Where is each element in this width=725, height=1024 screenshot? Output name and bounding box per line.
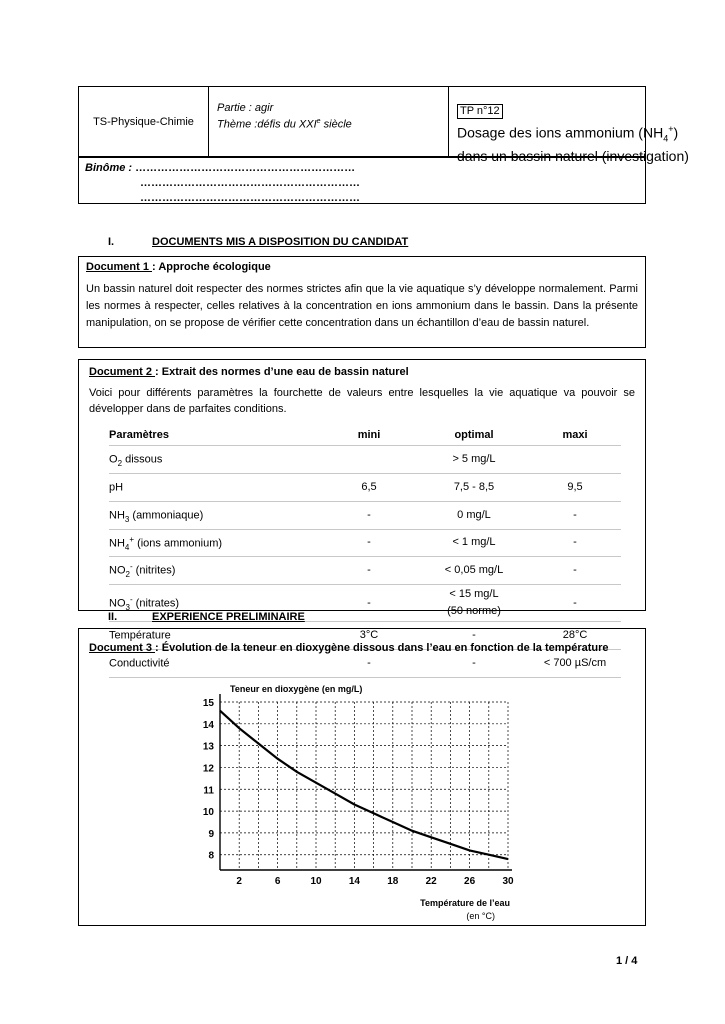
param-name: $NO_3^-$ (nitrates)	[109, 585, 319, 622]
x-tick-label: 6	[274, 876, 281, 887]
x-axis-label: Température de l’eau	[420, 898, 510, 908]
param-optimal: -	[419, 650, 529, 678]
param-optimal: < 15 mg/L (50 norme)	[419, 585, 529, 622]
param-name: Température	[109, 622, 319, 650]
param-maxi: 28°C	[529, 622, 621, 650]
param-maxi: 9,5	[529, 473, 621, 501]
table-row	[109, 501, 621, 529]
series-line	[220, 711, 508, 859]
page-number: 1 / 4	[616, 955, 638, 967]
doc2-heading: Document 2 : Extrait des normes d’une eau de bassin naturel	[89, 366, 409, 378]
doc3-heading: Document 3 : Évolution de la teneur en dioxygène dissous dans l’eau en fonction de la température	[89, 642, 609, 654]
table-row	[109, 446, 621, 474]
param-mini	[319, 446, 419, 474]
param-optimal: 0 mg/L	[419, 501, 529, 529]
header-table	[78, 86, 689, 204]
param-optimal: < 1 mg/L	[419, 529, 529, 557]
y-tick-label: 13	[202, 741, 214, 753]
param-name: $NO_2^-$ (nitrites)	[109, 557, 319, 585]
x-tick-label: 26	[464, 876, 476, 887]
param-name: Conductivité	[109, 650, 319, 678]
y-tick-label: 8	[208, 850, 214, 862]
param-mini: 6,5	[319, 473, 419, 501]
param-optimal: > 5 mg/L	[419, 446, 529, 474]
table-row	[109, 529, 621, 557]
param-name: $NH_4^+$ (ions ammonium)	[109, 529, 319, 557]
col-header-optimal: optimal	[419, 426, 529, 446]
x-tick-label: 14	[348, 876, 360, 887]
param-name: $NH_3$ (ammoniaque)	[109, 501, 319, 529]
param-maxi: -	[529, 557, 621, 585]
x-tick-label: 30	[502, 876, 514, 887]
theme-text: Thème :défis du XXIe siècle	[217, 118, 352, 131]
param-maxi: < 700 µS/cm	[529, 650, 621, 678]
y-tick-label: 14	[202, 719, 214, 731]
x-tick-label: 22	[425, 876, 437, 887]
param-optimal: 7,5 - 8,5	[419, 473, 529, 501]
x-tick-label: 10	[310, 876, 322, 887]
param-mini: -	[319, 650, 419, 678]
doc2-text: Voici pour différents paramètres la fourchette de valeurs entre lesquelles la vie aquatique va pouvoir se développer dans de parfaites conditions.	[89, 387, 635, 415]
col-header-parametres: Paramètres	[109, 426, 319, 446]
doc1-text: Un bassin naturel doit respecter des normes strictes afin que la vie aquatique s’y développe normalement. Parmi les normes à respecter, celles relatives à la concentration en ions ammonium dans le bassin. Dans la présente manipulation, on se propose de vérifier cette concentration dans un échantillon d’eau de bassin naturel.	[86, 283, 638, 329]
y-tick-label: 15	[202, 698, 214, 709]
y-tick-label: 11	[203, 785, 214, 797]
table-row	[109, 473, 621, 501]
binome-label: Binôme :	[85, 162, 136, 174]
y-tick-label: 9	[208, 828, 214, 840]
param-name: $O_2$ dissous	[109, 446, 319, 474]
param-mini: -	[319, 529, 419, 557]
col-header-mini: mini	[319, 426, 419, 446]
param-mini: -	[319, 585, 419, 622]
param-maxi	[529, 446, 621, 474]
col-header-maxi: maxi	[529, 426, 621, 446]
param-mini: -	[319, 557, 419, 585]
param-mini: 3°C	[319, 622, 419, 650]
tp-title: Dosage des ions ammonium $(NH_4^+)$ dans un bassin naturel (investigation)	[457, 124, 689, 165]
y-tick-label: 10	[202, 807, 214, 819]
class-label: TS-Physique-Chimie	[79, 87, 209, 156]
param-maxi: -	[529, 501, 621, 529]
binome-field: Binôme : …………………………………………………… …………………………………………………… ……………………………………………………	[79, 156, 645, 204]
param-mini: -	[319, 501, 419, 529]
binome-dots-2: ……………………………………………………	[140, 177, 360, 189]
tp-number: TP n°12	[457, 104, 503, 119]
table-row	[109, 557, 621, 585]
binome-dots-3: ……………………………………………………	[140, 192, 360, 204]
param-maxi: -	[529, 529, 621, 557]
x-tick-label: 18	[387, 876, 399, 887]
x-tick-label: 2	[236, 876, 242, 887]
params-header-row	[109, 426, 621, 446]
param-optimal: -	[419, 622, 529, 650]
oxygen-temperature-chart	[190, 678, 530, 923]
partie-cell	[209, 87, 449, 156]
param-name: pH	[109, 473, 319, 501]
y-tick-label: 12	[202, 763, 214, 775]
param-optimal: < 0,05 mg/L	[419, 557, 529, 585]
doc1-heading: Document 1 : Approche écologique	[86, 261, 271, 273]
tp-cell	[449, 87, 689, 165]
document-1	[78, 256, 646, 348]
partie-text: Partie : agir	[217, 102, 274, 114]
param-maxi: -	[529, 585, 621, 622]
x-axis-unit: (en °C)	[466, 911, 495, 921]
y-axis-label: Teneur en dioxygène (en mg/L)	[230, 684, 363, 694]
